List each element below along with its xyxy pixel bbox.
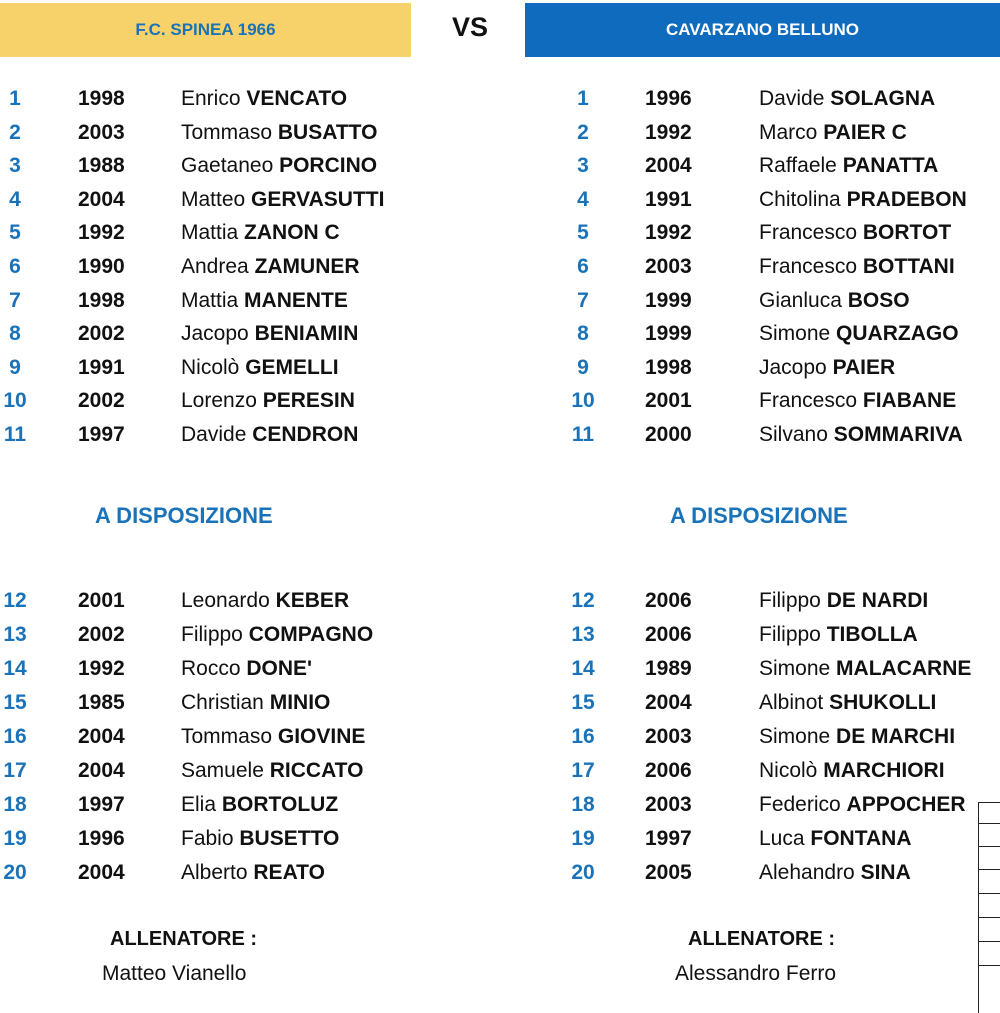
player-birth-year: 1997 — [645, 827, 692, 850]
player-row — [0, 654, 1000, 684]
player-birth-year: 2004 — [78, 187, 125, 211]
player-row — [0, 420, 1000, 450]
player-first-name: Gianluca — [759, 288, 842, 312]
player-first-name: Jacopo — [181, 322, 249, 346]
player-name — [759, 722, 955, 752]
player-number: 6 — [9, 255, 21, 278]
player-first-name: Nicolò — [181, 355, 240, 379]
player-first-name: Federico — [759, 793, 841, 816]
player-last-name: BENIAMIN — [254, 322, 359, 346]
player-number: 17 — [3, 759, 27, 782]
player-first-name: Samuele — [181, 759, 264, 782]
player-first-name: Fabio — [181, 827, 234, 850]
player-birth-year: 1997 — [78, 793, 125, 816]
grid-line — [979, 941, 1000, 942]
grid-line — [979, 869, 1000, 870]
player-row — [0, 722, 1000, 752]
player-number: 8 — [577, 322, 589, 346]
player-first-name: Nicolò — [759, 759, 818, 782]
player-birth-year: 2001 — [78, 589, 125, 612]
player-last-name: PAIER C — [823, 120, 907, 144]
player-birth-year: 2003 — [645, 725, 692, 748]
player-birth-year: 2006 — [645, 589, 692, 612]
player-last-name: MANENTE — [244, 288, 348, 312]
player-number: 7 — [577, 288, 589, 312]
player-last-name: REATO — [253, 861, 325, 884]
player-number: 2 — [9, 120, 21, 144]
player-row — [0, 151, 1000, 181]
player-birth-year: 2004 — [645, 154, 692, 178]
player-number: 1 — [9, 87, 21, 110]
player-last-name: ZANON C — [244, 221, 340, 245]
player-last-name: BORTOLUZ — [221, 793, 339, 816]
player-last-name: BUSATTO — [277, 120, 378, 144]
player-last-name: RICCATO — [269, 759, 364, 782]
home-coach-name: Matteo Vianello — [102, 962, 247, 985]
player-birth-year: 1985 — [78, 691, 125, 714]
player-first-name: Simone — [759, 657, 831, 680]
player-first-name: Alberto — [181, 861, 248, 884]
player-birth-year: 2003 — [645, 255, 692, 278]
player-birth-year: 1997 — [78, 423, 125, 446]
player-birth-year: 2001 — [645, 389, 692, 413]
player-first-name: Mattia — [181, 221, 239, 245]
player-birth-year: 2004 — [645, 691, 692, 714]
player-first-name: Tommaso — [181, 725, 273, 748]
player-number: 3 — [577, 154, 589, 178]
player-last-name: PORCINO — [279, 154, 378, 178]
player-birth-year: 1996 — [645, 87, 692, 110]
home-team-name: F.C. SPINEA 1966 — [135, 20, 276, 39]
player-number: 12 — [3, 589, 27, 612]
player-number: 9 — [577, 355, 589, 379]
player-name — [759, 790, 966, 820]
player-name — [759, 756, 945, 786]
player-last-name: APPOCHER — [846, 793, 966, 816]
away-bench-title: A DISPOSIZIONE — [670, 503, 848, 528]
player-birth-year: 2002 — [78, 623, 125, 646]
player-number: 11 — [571, 423, 595, 446]
player-row — [0, 353, 1000, 383]
player-number: 10 — [3, 389, 27, 413]
player-name — [759, 151, 938, 181]
player-last-name: BOTTANI — [862, 255, 955, 278]
player-birth-year: 2004 — [78, 759, 125, 782]
player-birth-year: 1999 — [645, 288, 692, 312]
player-birth-year: 1998 — [645, 355, 692, 379]
player-row — [0, 286, 1000, 316]
player-row — [0, 790, 1000, 820]
player-number: 15 — [3, 691, 27, 714]
player-name — [759, 586, 928, 616]
player-first-name: Albinot — [759, 691, 824, 714]
player-last-name: CENDRON — [252, 423, 359, 446]
home-coach-title: ALLENATORE : — [110, 928, 258, 950]
player-last-name: BORTOT — [862, 221, 952, 245]
player-birth-year: 1992 — [78, 657, 125, 680]
player-last-name: COMPAGNO — [248, 623, 374, 646]
player-first-name: Raffaele — [759, 154, 837, 178]
player-birth-year: 1999 — [645, 322, 692, 346]
player-first-name: Francesco — [759, 221, 858, 245]
corner-grid-table — [978, 802, 1000, 1013]
player-last-name: GEMELLI — [245, 355, 339, 379]
player-first-name: Alehandro — [759, 861, 855, 884]
player-first-name: Jacopo — [759, 355, 827, 379]
player-last-name: VENCATO — [246, 87, 348, 110]
player-birth-year: 1990 — [78, 255, 125, 278]
player-first-name: Mattia — [181, 288, 239, 312]
player-number: 1 — [577, 87, 589, 110]
player-number: 16 — [571, 725, 595, 748]
player-last-name: MARCHIORI — [823, 759, 945, 782]
player-name — [759, 353, 895, 383]
player-birth-year: 1998 — [78, 87, 125, 110]
player-last-name: SINA — [860, 861, 911, 884]
player-first-name: Filippo — [759, 589, 821, 612]
player-first-name: Matteo — [181, 187, 246, 211]
player-number: 18 — [571, 793, 595, 816]
player-last-name: SOMMARIVA — [833, 423, 963, 446]
player-number: 19 — [3, 827, 27, 850]
player-number: 18 — [3, 793, 27, 816]
player-row — [0, 620, 1000, 650]
player-first-name: Filippo — [759, 623, 821, 646]
player-number: 6 — [577, 255, 589, 278]
player-number: 3 — [9, 154, 21, 178]
player-last-name: PRADEBON — [846, 187, 967, 211]
away-coach-title: ALLENATORE : — [688, 928, 836, 950]
player-birth-year: 2004 — [78, 861, 125, 884]
grid-line — [979, 965, 1000, 966]
player-first-name: Davide — [181, 423, 247, 446]
player-first-name: Elia — [181, 793, 217, 816]
player-number: 11 — [3, 423, 27, 446]
player-name — [759, 824, 911, 854]
player-number: 20 — [3, 861, 27, 884]
player-birth-year: 1992 — [78, 221, 125, 245]
player-birth-year: 2000 — [645, 423, 692, 446]
player-name — [759, 218, 951, 248]
player-number: 14 — [3, 657, 27, 680]
player-first-name: Francesco — [759, 389, 858, 413]
player-number: 5 — [9, 221, 21, 245]
player-first-name: Lorenzo — [181, 389, 257, 413]
player-number: 10 — [571, 389, 595, 413]
player-row — [0, 386, 1000, 416]
player-first-name: Enrico — [181, 87, 241, 110]
player-row — [0, 319, 1000, 349]
player-number: 15 — [571, 691, 595, 714]
player-number: 5 — [577, 221, 589, 245]
vs-label: VS — [451, 12, 489, 42]
home-team-banner — [0, 3, 411, 57]
player-first-name: Andrea — [181, 255, 249, 278]
player-birth-year: 1989 — [645, 657, 692, 680]
player-last-name: DE NARDI — [826, 589, 929, 612]
player-name — [759, 84, 935, 114]
player-birth-year: 1988 — [78, 154, 125, 178]
player-name — [759, 386, 956, 416]
player-last-name: PAIER — [832, 355, 896, 379]
away-team-banner — [525, 3, 1000, 57]
player-number: 17 — [571, 759, 595, 782]
player-birth-year: 1992 — [645, 120, 692, 144]
player-row — [0, 118, 1000, 148]
player-birth-year: 2002 — [78, 322, 125, 346]
player-row — [0, 218, 1000, 248]
player-name — [759, 858, 911, 888]
player-first-name: Filippo — [181, 623, 243, 646]
player-number: 8 — [9, 322, 21, 346]
away-coach-name: Alessandro Ferro — [675, 962, 837, 985]
player-name — [759, 286, 910, 316]
player-birth-year: 1992 — [645, 221, 692, 245]
player-name — [759, 118, 907, 148]
player-row — [0, 824, 1000, 854]
player-last-name: DE MARCHI — [836, 725, 956, 748]
player-birth-year: 1991 — [78, 355, 125, 379]
player-first-name: Leonardo — [181, 589, 270, 612]
player-first-name: Davide — [759, 87, 825, 110]
player-name — [759, 654, 971, 684]
away-team-name: CAVARZANO BELLUNO — [666, 20, 859, 39]
player-number: 4 — [9, 187, 21, 211]
player-name — [759, 185, 967, 215]
player-first-name: Simone — [759, 322, 831, 346]
player-birth-year: 2005 — [645, 861, 692, 884]
player-number: 7 — [9, 288, 21, 312]
player-last-name: TIBOLLA — [826, 623, 918, 646]
grid-line — [979, 846, 1000, 847]
grid-line — [979, 893, 1000, 894]
player-number: 13 — [3, 623, 27, 646]
player-birth-year: 2002 — [78, 389, 125, 413]
player-number: 13 — [571, 623, 595, 646]
player-last-name: FONTANA — [810, 827, 912, 850]
player-first-name: Francesco — [759, 255, 858, 278]
player-birth-year: 2006 — [645, 623, 692, 646]
player-last-name: BOSO — [847, 288, 910, 312]
player-name — [759, 620, 918, 650]
player-row — [0, 858, 1000, 888]
player-number: 2 — [577, 120, 589, 144]
grid-line — [979, 823, 1000, 824]
player-number: 16 — [3, 725, 27, 748]
player-first-name: Gaetaneo — [181, 154, 274, 178]
player-birth-year: 1996 — [78, 827, 125, 850]
home-bench-title: A DISPOSIZIONE — [95, 503, 273, 528]
player-last-name: SHUKOLLI — [829, 691, 937, 714]
player-number: 9 — [9, 355, 21, 379]
player-first-name: Luca — [759, 827, 805, 850]
player-first-name: Tommaso — [181, 120, 273, 144]
player-last-name: QUARZAGO — [836, 322, 959, 346]
player-row — [0, 586, 1000, 616]
player-number: 14 — [571, 657, 595, 680]
grid-line — [979, 917, 1000, 918]
player-first-name: Simone — [759, 725, 831, 748]
player-birth-year: 2004 — [78, 725, 125, 748]
player-first-name: Chitolina — [759, 187, 841, 211]
player-last-name: MALACARNE — [836, 657, 972, 680]
player-first-name: Christian — [181, 691, 264, 714]
player-row — [0, 688, 1000, 718]
player-name — [759, 252, 955, 282]
player-last-name: SOLAGNA — [830, 87, 936, 110]
player-last-name: PANATTA — [842, 154, 939, 178]
player-last-name: FIABANE — [862, 389, 957, 413]
player-number: 4 — [577, 187, 589, 211]
player-row — [0, 185, 1000, 215]
player-number: 12 — [571, 589, 595, 612]
player-birth-year: 2003 — [645, 793, 692, 816]
player-last-name: MINIO — [269, 691, 331, 714]
player-number: 20 — [571, 861, 595, 884]
player-name — [759, 319, 959, 349]
player-last-name: GERVASUTTI — [251, 187, 385, 211]
player-last-name: GIOVINE — [277, 725, 366, 748]
player-number: 19 — [571, 827, 595, 850]
player-last-name: PERESIN — [262, 389, 355, 413]
player-row — [0, 756, 1000, 786]
player-birth-year: 1991 — [645, 187, 692, 211]
player-row — [0, 84, 1000, 114]
player-birth-year: 2003 — [78, 120, 125, 144]
player-birth-year: 1998 — [78, 288, 125, 312]
player-first-name: Rocco — [181, 657, 241, 680]
player-last-name: ZAMUNER — [254, 255, 360, 278]
player-last-name: DONE' — [246, 657, 313, 680]
player-name — [759, 688, 936, 718]
player-name — [759, 420, 963, 450]
player-birth-year: 2006 — [645, 759, 692, 782]
player-first-name: Silvano — [759, 423, 828, 446]
player-last-name: KEBER — [275, 589, 350, 612]
player-first-name: Marco — [759, 120, 818, 144]
player-last-name: BUSETTO — [239, 827, 340, 850]
player-row — [0, 252, 1000, 282]
